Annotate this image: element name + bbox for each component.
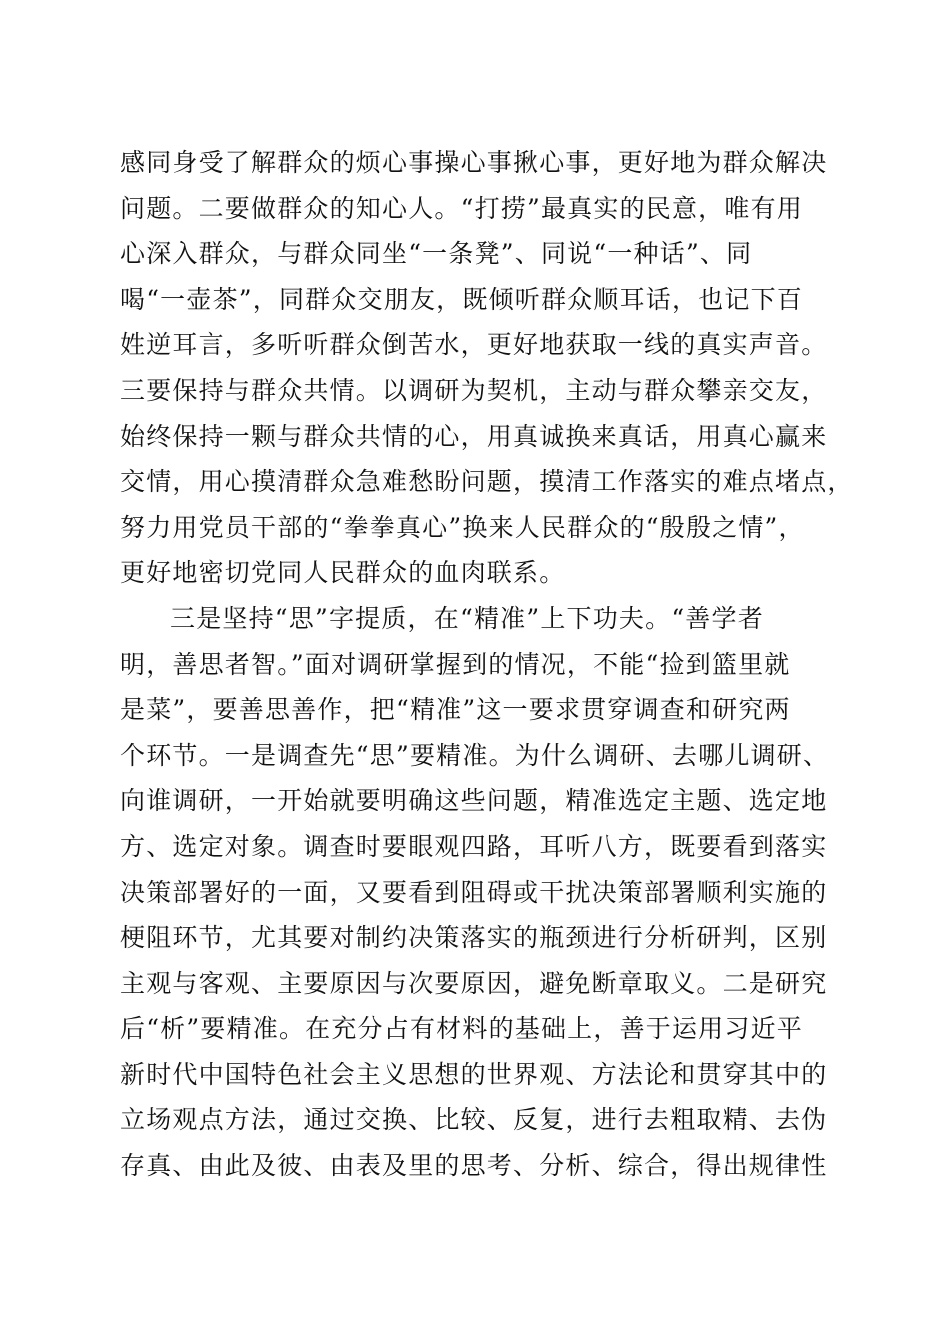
text-line: 努力用党员干部的“拳拳真心”换来人民群众的“殷殷之情”， [120, 512, 805, 542]
text-line: 向谁调研，一开始就要明确这些问题，精准选定主题、选定地 [120, 786, 828, 816]
text-line: 始终保持一颗与群众共情的心，用真诚换来真话，用真心赢来 [120, 421, 828, 451]
text-line: 喝“一壶茶”，同群众交朋友，既倾听群众顺耳话，也记下百 [120, 284, 803, 314]
text-line: 姓逆耳言，多听听群众倒苦水，更好地获取一线的真实声音。 [120, 330, 828, 360]
text-line: 明，善思者智。”面对调研掌握到的情况，不能“捡到篮里就 [120, 649, 791, 679]
text-line: 更好地密切党同人民群众的血肉联系。 [120, 558, 566, 588]
text-line: 交情，用心摸清群众急难愁盼问题，摸清工作落实的难点堵点， [120, 467, 854, 497]
text-line: 立场观点方法，通过交换、比较、反复，进行去粗取精、去伪 [120, 1105, 828, 1135]
text-line: 三要保持与群众共情。以调研为契机，主动与群众攀亲交友， [120, 375, 828, 405]
text-line: 后“析”要精准。在充分占有材料的基础上，善于运用习近平 [120, 1014, 803, 1044]
text-line: 问题。二要做群众的知心人。“打捞”最真实的民意，唯有用 [120, 193, 803, 223]
text-line: 存真、由此及彼、由表及里的思考、分析、综合，得出规律性 [120, 1151, 828, 1181]
text-line: 感同身受了解群众的烦心事操心事揪心事，更好地为群众解决 [120, 148, 828, 177]
text-line: 新时代中国特色社会主义思想的世界观、方法论和贯穿其中的 [120, 1059, 828, 1089]
text-line: 是菜”，要善思善作，把“精准”这一要求贯穿调查和研究两 [120, 695, 791, 725]
body-text [120, 140, 854, 1189]
paragraph-start-line: 三是坚持“思”字提质，在“精准”上下功夫。“善学者 [170, 603, 764, 633]
text-line: 心深入群众，与群众同坐“一条凳”、同说“一种话”、同 [120, 239, 753, 269]
text-line: 主观与客观、主要原因与次要原因，避免断章取义。二是研究 [120, 968, 828, 998]
text-line: 方、选定对象。调查时要眼观四路，耳听八方，既要看到落实 [120, 831, 828, 861]
text-line: 梗阻环节，尤其要对制约决策落实的瓶颈进行分析研判，区别 [120, 923, 828, 953]
text-line: 个环节。一是调查先“思”要精准。为什么调研、去哪儿调研、 [120, 740, 830, 770]
text-line: 决策部署好的一面，又要看到阻碍或干扰决策部署顺利实施的 [120, 877, 828, 907]
